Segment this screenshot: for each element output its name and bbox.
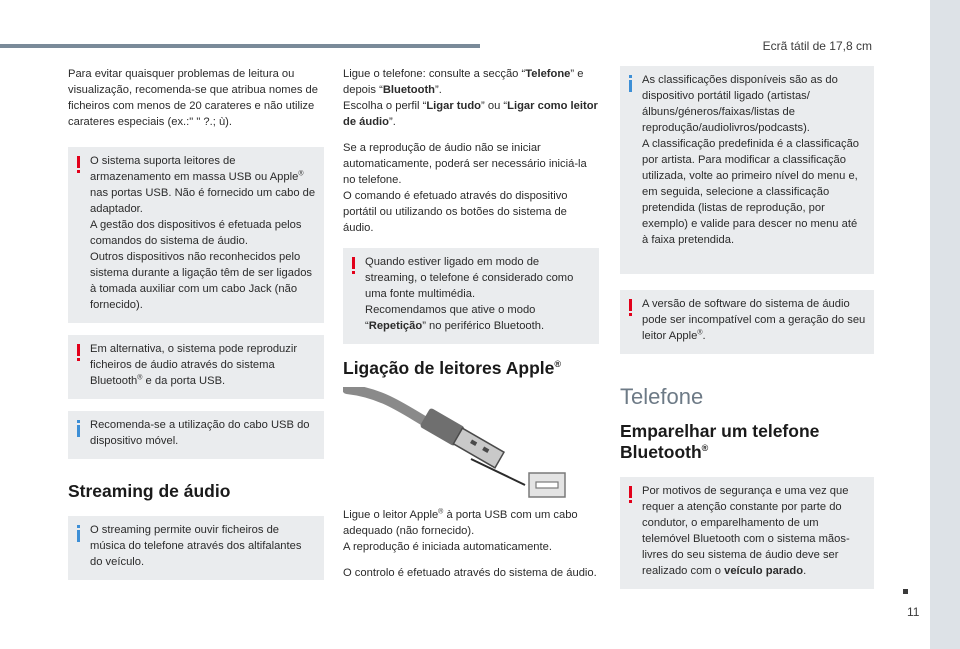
- connect-phone-text: Ligue o telefone: consulte a secção “Telefone” e depois “Bluetooth”. Escolha o perfil “Ligar tudo” ou “Ligar como leitor de áudio”.: [343, 68, 598, 128]
- warning-icon: [77, 344, 81, 362]
- header-accent-bar: [0, 44, 480, 48]
- info-note-streaming: O streaming permite ouvir ficheiros de música do telefone através dos altifalantes do veículo.: [68, 516, 324, 580]
- info-icon: [77, 525, 81, 543]
- info-note-classifications: As classificações disponíveis são as do dispositivo portátil ligado (artistas/álbuns/géneros/faixas/listas de reprodução/audiolivros/podcasts). A classificação predefinida é a classificação por artista. Para modificar a classificação utilizada, volte ao primeiro nível do menu e, em seguida, selecione a classificação pretendida (listas de reprodução, por exemplo) e valide para descer no menu até à faixa pretendida.: [620, 66, 874, 274]
- warning-note-usb: O sistema suporta leitores de armazenamento em massa USB ou Apple® nas portas USB. Não é fornecido um cabo de adaptador. A gestão dos dispositivos é efetuada pelos comandos do sistema de áudio. Outros dispositivos não reconhecidos pelo sistema durante a ligação têm de ser ligados à tomada auxiliar com um cabo Jack (não fornecido).: [68, 147, 324, 323]
- apple-control-text: O controlo é efetuado através do sistema de áudio.: [343, 567, 597, 579]
- warning-note-bluetooth: Em alternativa, o sistema pode reproduzir ficheiros de áudio através do sistema Bluetooth® e da porta USB.: [68, 335, 324, 399]
- warning-note-pairing: Por motivos de segurança e uma vez que requer a atenção constante por parte do condutor, o emparelhamento de um telemóvel Bluetooth com o sistema mãos-livres do seu sistema de áudio deve ser realizado com o veículo parado.: [620, 477, 874, 589]
- page-marker: [903, 589, 908, 594]
- warning-note-streaming-mode: Quando estiver ligado em modo de streaming, o telefone é considerado como uma fonte multimédia. Recomendamos que ative o modo “Repetição” no periférico Bluetooth.: [343, 248, 599, 344]
- heading-pair-bluetooth: Emparelhar um telefone Bluetooth®: [620, 421, 820, 462]
- intro-text: Para evitar quaisquer problemas de leitura ou visualização, recomenda-se que atribua nomes de ficheiros com menos de 20 carateres e não utilize carateres especiais (ex.:" " ?.; ù).: [68, 68, 318, 128]
- usb-plug-icon: [343, 387, 567, 503]
- page-side-strip: [930, 0, 960, 649]
- warning-icon: [629, 486, 633, 504]
- usb-cable-illustration: [343, 387, 567, 503]
- warning-note-software: A versão de software do sistema de áudio pode ser incompatível com a geração do seu leitor Apple®.: [620, 290, 874, 354]
- column-2: [343, 66, 599, 581]
- heading-streaming: Streaming de áudio: [68, 481, 231, 501]
- warning-icon: [352, 257, 356, 275]
- warning-icon: [629, 299, 633, 317]
- warning-icon: [77, 156, 81, 174]
- info-icon: [77, 420, 81, 438]
- info-icon: [629, 75, 633, 93]
- apple-connect-text: Ligue o leitor Apple® à porta USB com um cabo adequado (não fornecido). A reprodução é iniciada automaticamente.: [343, 508, 578, 553]
- info-note-cable: Recomenda-se a utilização do cabo USB do dispositivo móvel.: [68, 411, 324, 459]
- page-header-title: Ecrã tátil de 17,8 cm: [762, 39, 872, 53]
- heading-telefone: Telefone: [620, 384, 704, 409]
- autoplay-text: Se a reprodução de áudio não se iniciar automaticamente, poderá ser necessário iniciá-la no telefone. O comando é efetuado através do dispositivo portátil ou utilizando os botões do sistema de áudio.: [343, 142, 587, 234]
- column-1: [68, 66, 324, 580]
- column-3: [620, 66, 874, 589]
- heading-apple: Ligação de leitores Apple®: [343, 358, 561, 378]
- page-number: 11: [907, 605, 920, 619]
